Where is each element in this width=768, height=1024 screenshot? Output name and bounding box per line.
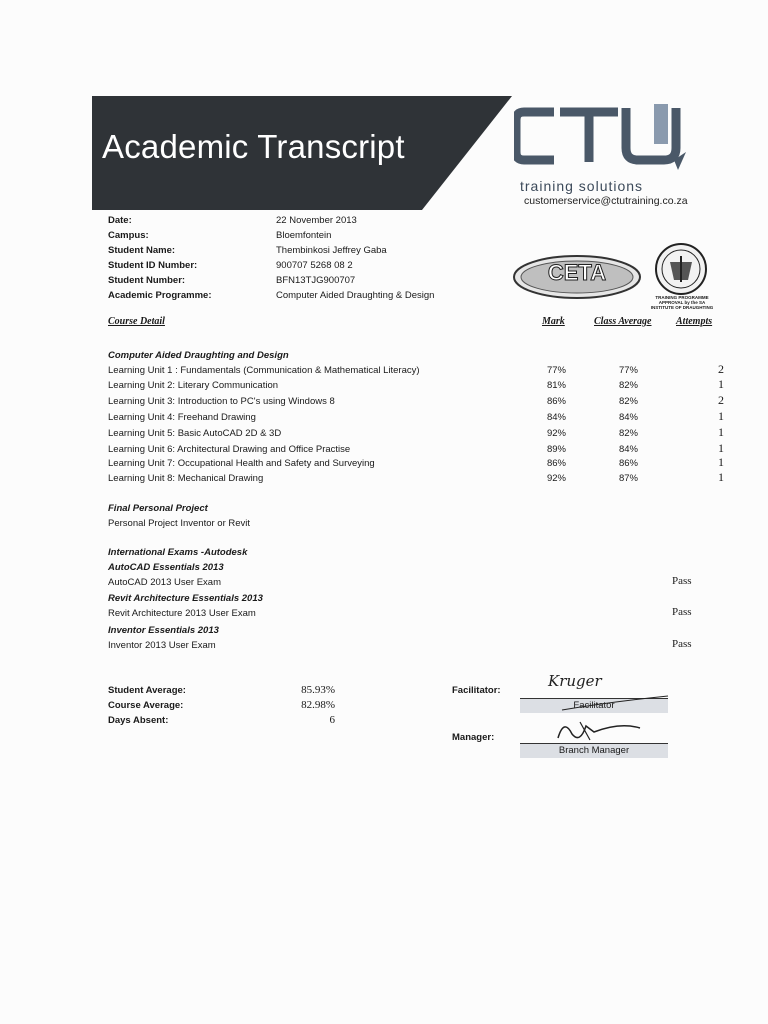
info-label-student-id: Student ID Number: bbox=[108, 260, 198, 271]
unit-mark: 92% bbox=[546, 473, 566, 484]
unit-mark: 81% bbox=[546, 380, 566, 391]
exam-name: Revit Architecture 2013 User Exam bbox=[108, 608, 256, 619]
summary-label-course-average: Course Average: bbox=[108, 700, 184, 711]
summary-value-course-average: 82.98% bbox=[301, 699, 335, 711]
unit-mark: 77% bbox=[546, 365, 566, 376]
ctu-logo-text: CTU bbox=[524, 108, 527, 109]
info-label-student-number: Student Number: bbox=[108, 275, 186, 286]
summary-label-student-average: Student Average: bbox=[108, 685, 186, 696]
info-value-student-number: BFN13TJG900707 bbox=[276, 275, 356, 286]
signature-stroke bbox=[560, 692, 670, 712]
unit-mark: 86% bbox=[546, 458, 566, 469]
summary-value-student-average: 85.93% bbox=[301, 684, 335, 696]
unit-class-average: 82% bbox=[618, 428, 638, 439]
info-value-date: 22 November 2013 bbox=[276, 215, 357, 226]
unit-attempts: 1 bbox=[718, 425, 724, 439]
col-class-average: Class Average bbox=[594, 316, 652, 327]
facilitator-label: Facilitator: bbox=[452, 685, 501, 696]
exam-group-title: AutoCAD Essentials 2013 bbox=[108, 562, 224, 573]
unit-attempts: 2 bbox=[718, 362, 724, 376]
unit-name: Learning Unit 6: Architectural Drawing and Office Practise bbox=[108, 444, 351, 455]
exam-result: Pass bbox=[672, 638, 692, 650]
exam-group-title: Revit Architecture Essentials 2013 bbox=[108, 593, 263, 604]
unit-name: Learning Unit 1 : Fundamentals (Communication & Mathematical Literacy) bbox=[108, 365, 420, 376]
facilitator-box: Facilitator bbox=[520, 699, 668, 713]
unit-mark: 92% bbox=[546, 428, 566, 439]
manager-label: Manager: bbox=[452, 732, 495, 743]
info-value-student-id: 900707 5268 08 2 bbox=[276, 260, 353, 271]
manager-signature bbox=[550, 714, 650, 744]
info-label-programme: Academic Programme: bbox=[108, 290, 212, 301]
ceta-logo bbox=[512, 254, 642, 300]
unit-attempts: 1 bbox=[718, 441, 724, 455]
info-label-campus: Campus: bbox=[108, 230, 149, 241]
unit-attempts: 1 bbox=[718, 470, 724, 484]
section-title-intl-exams: International Exams -Autodesk bbox=[108, 547, 248, 558]
info-value-student-name: Thembinkosi Jeffrey Gaba bbox=[276, 245, 387, 256]
info-label-student-name: Student Name: bbox=[108, 245, 176, 256]
col-mark: Mark bbox=[542, 316, 565, 327]
exam-name: Inventor 2013 User Exam bbox=[108, 640, 216, 651]
unit-class-average: 82% bbox=[618, 380, 638, 391]
exam-group-title: Inventor Essentials 2013 bbox=[108, 625, 219, 636]
contact-email: customerservice@ctutraining.co.za bbox=[524, 195, 688, 207]
unit-name: Learning Unit 2: Literary Communication bbox=[108, 380, 279, 391]
info-value-campus: Bloemfontein bbox=[276, 230, 332, 241]
ceta-text: CETA bbox=[547, 260, 607, 285]
unit-name: Learning Unit 7: Occupational Health and Safety and Surveying bbox=[108, 458, 375, 469]
unit-attempts: 1 bbox=[718, 455, 724, 469]
section-title-cadd: Computer Aided Draughting and Design bbox=[108, 350, 289, 361]
exam-result: Pass bbox=[672, 606, 692, 618]
ctu-tagline: training solutions bbox=[520, 178, 644, 194]
unit-class-average: 82% bbox=[618, 396, 638, 407]
unit-class-average: 84% bbox=[618, 412, 638, 423]
info-label-date: Date: bbox=[108, 215, 132, 226]
unit-class-average: 87% bbox=[618, 473, 638, 484]
unit-name: Learning Unit 3: Introduction to PC's using Windows 8 bbox=[108, 396, 335, 407]
unit-mark: 84% bbox=[546, 412, 566, 423]
unit-attempts: 1 bbox=[718, 377, 724, 391]
unit-name: Learning Unit 4: Freehand Drawing bbox=[108, 412, 256, 423]
institute-seal bbox=[648, 242, 714, 296]
unit-attempts: 2 bbox=[718, 393, 724, 407]
unit-attempts: 1 bbox=[718, 409, 724, 423]
page-title: Academic Transcript bbox=[102, 128, 405, 165]
seal-caption: TRAINING PROGRAMME APPROVAL by the SA INSTITUTE OF DRAUGHTING bbox=[650, 295, 714, 310]
info-value-programme: Computer Aided Draughting & Design bbox=[276, 290, 435, 301]
unit-mark: 89% bbox=[546, 444, 566, 455]
unit-class-average: 84% bbox=[618, 444, 638, 455]
section-title-final-project: Final Personal Project bbox=[108, 503, 208, 514]
summary-label-days-absent: Days Absent: bbox=[108, 715, 169, 726]
unit-name: Learning Unit 8: Mechanical Drawing bbox=[108, 473, 264, 484]
unit-class-average: 86% bbox=[618, 458, 638, 469]
manager-box: Branch Manager bbox=[520, 744, 668, 758]
unit-mark: 86% bbox=[546, 396, 566, 407]
final-project-item: Personal Project Inventor or Revit bbox=[108, 518, 251, 529]
summary-value-days-absent: 6 bbox=[329, 714, 335, 726]
unit-class-average: 77% bbox=[618, 365, 638, 376]
exam-result: Pass bbox=[672, 575, 692, 587]
col-course-detail: Course Detail bbox=[108, 316, 165, 327]
unit-name: Learning Unit 5: Basic AutoCAD 2D & 3D bbox=[108, 428, 282, 439]
exam-name: AutoCAD 2013 User Exam bbox=[108, 577, 221, 588]
facilitator-signature: Kruger bbox=[548, 672, 602, 690]
col-attempts: Attempts bbox=[676, 316, 713, 327]
